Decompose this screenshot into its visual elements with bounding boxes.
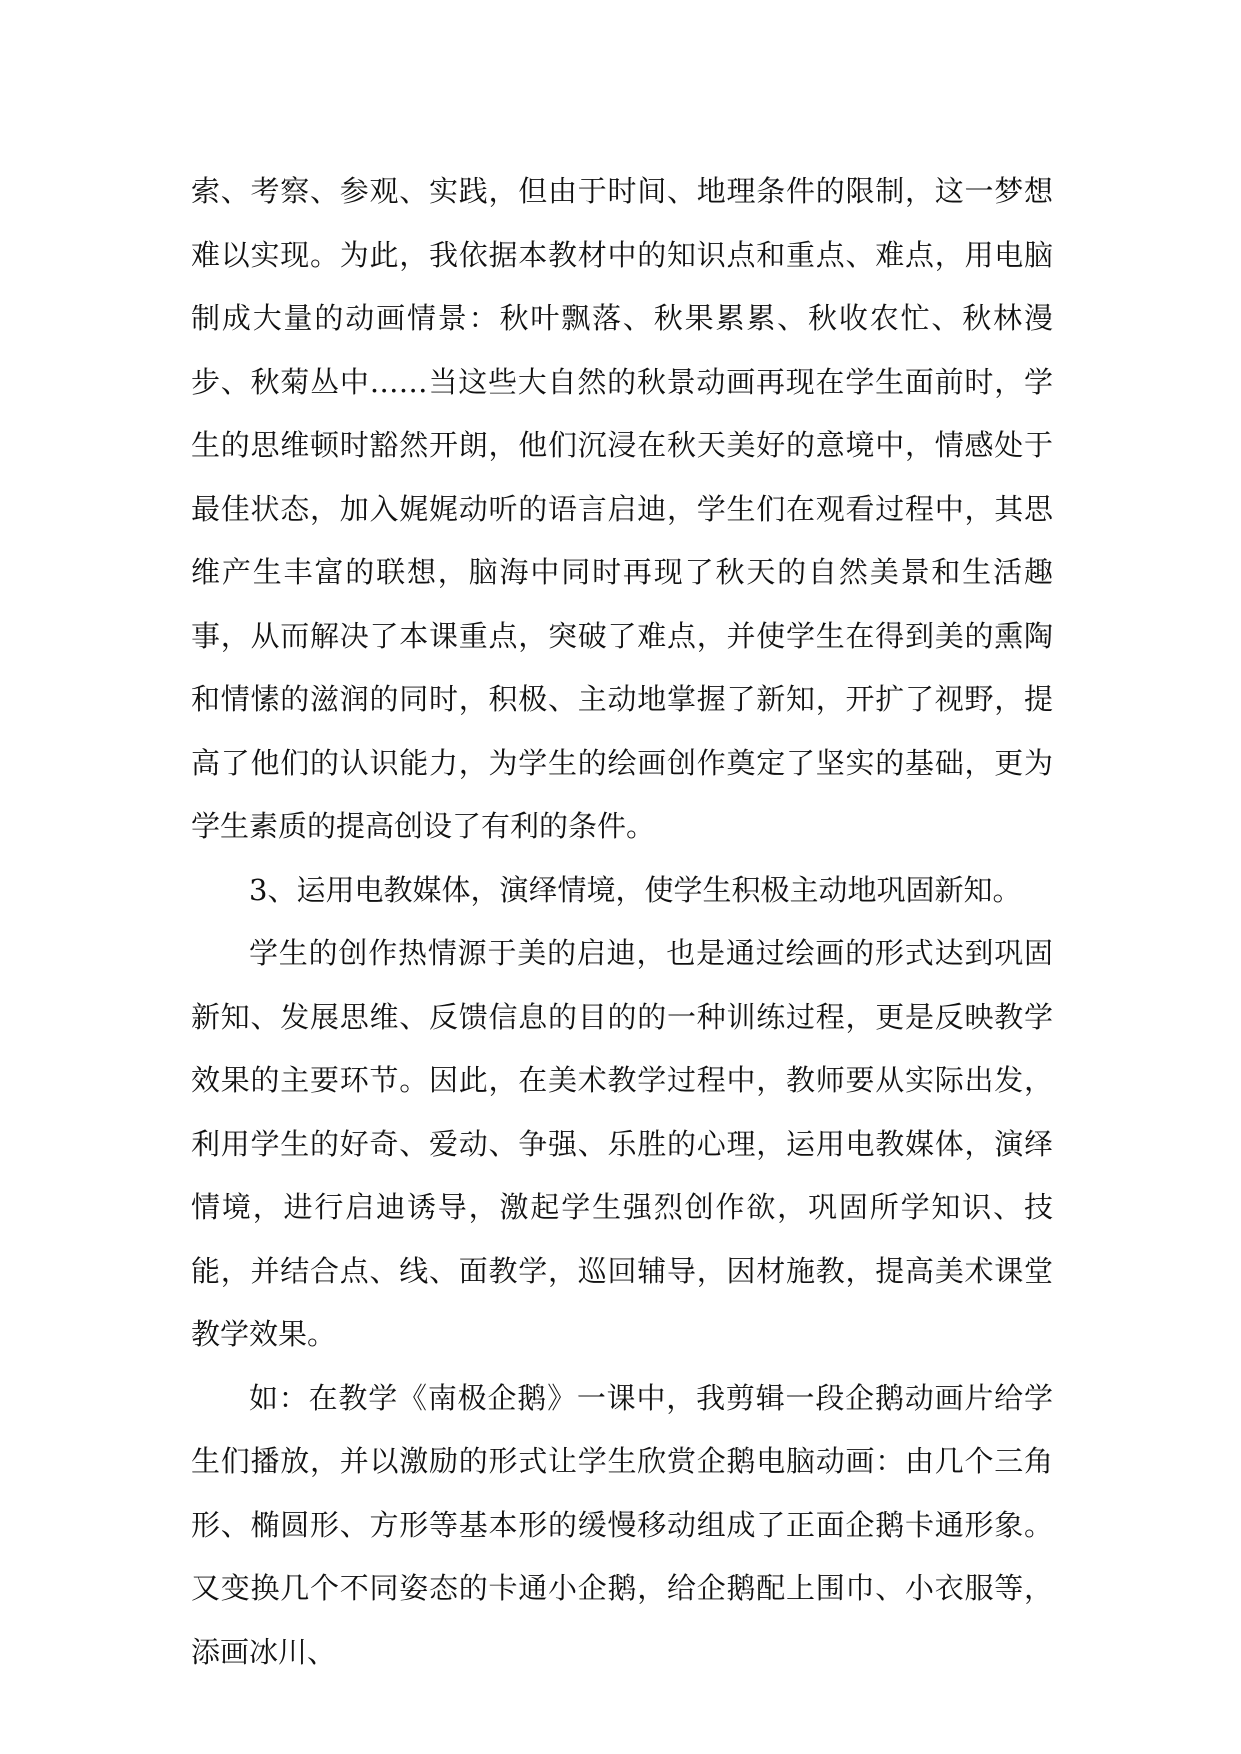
paragraph-continuation: 索、考察、参观、实践，但由于时间、地理条件的限制，这一梦想难以实现。为此，我依据本教材中的知识点和重点、难点，用电脑制成大量的动画情景：秋叶飘落、秋果累累、秋收农忙、秋林漫步、秋菊丛中……当这些大自然的秋景动画再现在学生面前时，学生的思维顿时豁然开朗，他们沉浸在秋天美好的意境中，情感处于最佳状态，加入娓娓动听的语言启迪，学生们在观看过程中，其思维产生丰富的联想，脑海中同时再现了秋天的自然美景和生活趣事，从而解决了本课重点，突破了难点，并使学生在得到美的熏陶和情愫的滋润的同时，积极、主动地掌握了新知，开扩了视野，提高了他们的认识能力，为学生的绘画创作奠定了坚实的基础，更为学生素质的提高创设了有利的条件。 — [191, 174, 1053, 843]
paragraph-penguin-example: 如：在教学《南极企鹅》一课中，我剪辑一段企鹅动画片给学生们播放，并以激励的形式让学生欣赏企鹅电脑动画：由几个三角形、椭圆形、方形等基本形的缓慢移动组成了正面企鹅卡通形象。又变换几个不同姿态的卡通小企鹅，给企鹅配上围巾、小衣服等，添画冰川、 — [191, 1380, 1053, 1669]
document-body — [191, 160, 1053, 1684]
paragraph-creation-enthusiasm: 学生的创作热情源于美的启迪，也是通过绘画的形式达到巩固新知、发展思维、反馈信息的目的的一种训练过程，更是反映教学效果的主要环节。因此，在美术教学过程中，教师要从实际出发，利用学生的好奇、爱动、争强、乐胜的心理，运用电教媒体，演绎情境，进行启迪诱导，激起学生强烈创作欲，巩固所学知识、技能，并结合点、线、面教学，巡回辅导，因材施教，提高美术课堂教学效果。 — [191, 936, 1053, 1351]
paragraph-heading-3: 3、运用电教媒体，演绎情境，使学生积极主动地巩固新知。 — [249, 872, 1022, 907]
